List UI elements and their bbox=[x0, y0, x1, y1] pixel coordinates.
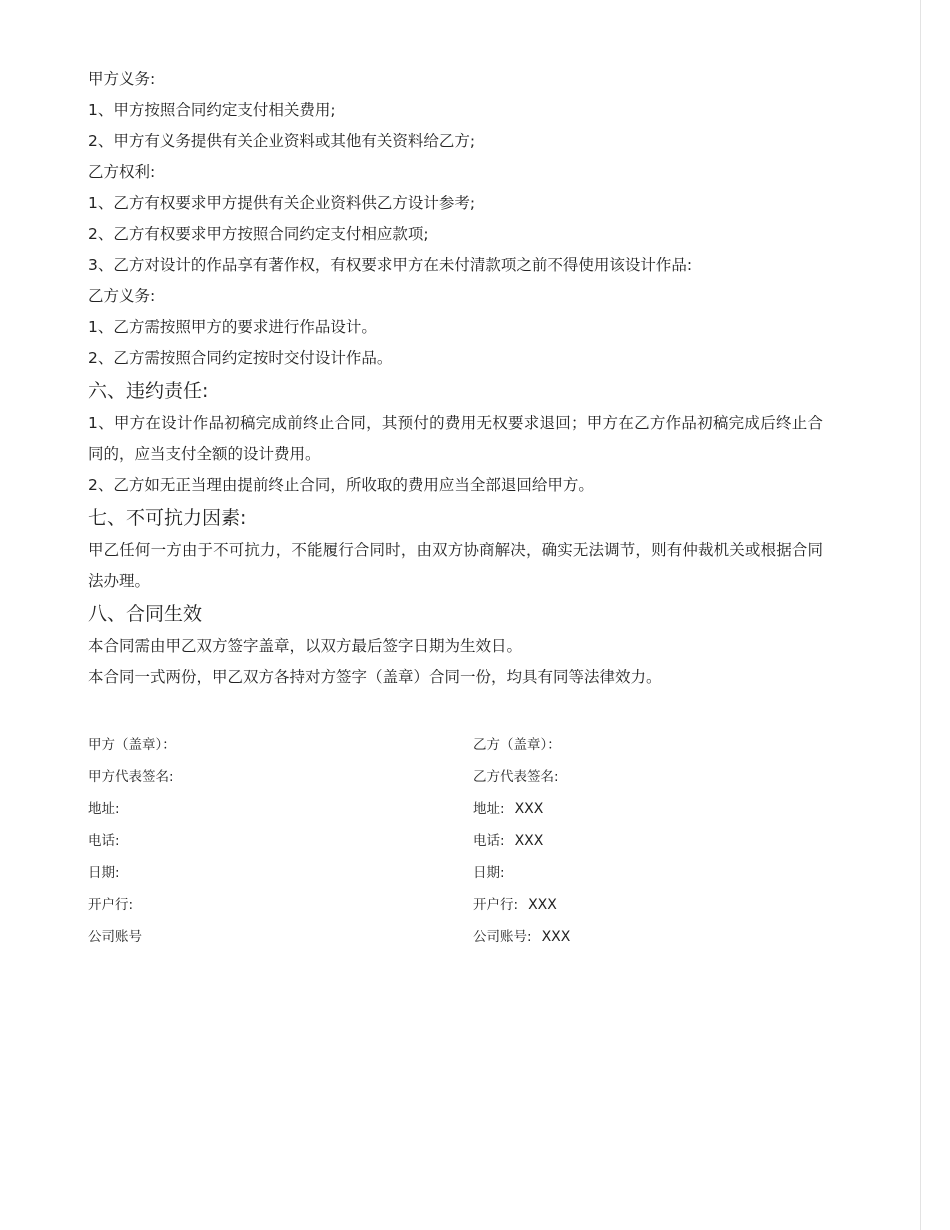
party-b-date-label: 日期: bbox=[473, 865, 505, 881]
party-b-phone-value: XXX bbox=[514, 833, 544, 849]
obligations-b-title: 乙方义务: bbox=[88, 287, 156, 305]
section-7-heading: 七、不可抗力因素: bbox=[88, 507, 247, 529]
page-edge-divider bbox=[920, 0, 921, 1230]
section-7-paragraph-1: 甲乙任何一方由于不可抗力，不能履行合同时，由双方协商解决，确实无法调节，则有仲裁机关或根据合同法办理。 bbox=[88, 541, 823, 590]
party-b-account-value: XXX bbox=[541, 929, 571, 945]
signature-row-phone bbox=[88, 825, 788, 857]
party-a-account-label: 公司账号 bbox=[88, 929, 142, 945]
rights-b-item-1: 1、乙方有权要求甲方提供有关企业资料供乙方设计参考; bbox=[88, 194, 476, 212]
party-b-bank-value: XXX bbox=[528, 897, 557, 913]
party-a-seal-label: 甲方（盖章）： bbox=[88, 737, 176, 753]
section-8-paragraph-1: 本合同需由甲乙双方签字盖章，以双方最后签字日期为生效日。 bbox=[88, 637, 523, 655]
signature-row-address bbox=[88, 793, 788, 825]
party-b-account bbox=[473, 921, 570, 953]
obligations-b-item-1: 1、乙方需按照甲方的要求进行作品设计。 bbox=[88, 318, 377, 336]
party-b-address-label: 地址: bbox=[473, 801, 505, 817]
section-8-heading: 八、合同生效 bbox=[88, 603, 203, 625]
signature-row-bank bbox=[88, 889, 788, 921]
party-a-bank-label: 开户行: bbox=[88, 897, 134, 913]
party-b-bank bbox=[473, 889, 557, 921]
section-6-paragraph-2: 2、乙方如无正当理由提前终止合同，所收取的费用应当全部退回给甲方。 bbox=[88, 476, 594, 494]
party-b-rep-label: 乙方代表签名: bbox=[473, 769, 559, 785]
section-8-paragraph-2: 本合同一式两份，甲乙双方各持对方签字（盖章）合同一份，均具有同等法律效力。 bbox=[88, 668, 662, 686]
contract-body bbox=[88, 64, 828, 693]
party-b-address-value: XXX bbox=[514, 801, 544, 817]
party-b-account-label: 公司账号: bbox=[473, 929, 532, 945]
party-a-date-label: 日期: bbox=[88, 865, 120, 881]
signature-row-account bbox=[88, 921, 788, 953]
party-b-seal-label: 乙方（盖章）： bbox=[473, 737, 561, 753]
rights-b-item-2: 2、乙方有权要求甲方按照合同约定支付相应款项; bbox=[88, 225, 429, 243]
obligations-a-item-1: 1、甲方按照合同约定支付相关费用; bbox=[88, 101, 336, 119]
party-b-bank-label: 开户行: bbox=[473, 897, 519, 913]
signature-block bbox=[88, 729, 788, 953]
party-a-rep-label: 甲方代表签名: bbox=[88, 769, 174, 785]
obligations-a-item-2: 2、甲方有义务提供有关企业资料或其他有关资料给乙方; bbox=[88, 132, 476, 150]
party-b-phone-label: 电话: bbox=[473, 833, 505, 849]
party-b-address bbox=[473, 793, 543, 825]
signature-row-seal bbox=[88, 729, 788, 761]
rights-b-item-3: 3、乙方对设计的作品享有著作权，有权要求甲方在未付清款项之前不得使用该设计作品: bbox=[88, 256, 693, 274]
party-a-address-label: 地址: bbox=[88, 801, 120, 817]
section-6-paragraph-1: 1、甲方在设计作品初稿完成前终止合同，其预付的费用无权要求退回；甲方在乙方作品初稿完成后终止合同的，应当支付全额的设计费用。 bbox=[88, 414, 823, 463]
signature-row-rep bbox=[88, 761, 788, 793]
obligations-a-title: 甲方义务: bbox=[88, 70, 156, 88]
rights-b-title: 乙方权利: bbox=[88, 163, 156, 181]
signature-row-date bbox=[88, 857, 788, 889]
obligations-b-item-2: 2、乙方需按照合同约定按时交付设计作品。 bbox=[88, 349, 393, 367]
section-6-heading: 六、违约责任: bbox=[88, 380, 209, 402]
party-a-phone-label: 电话: bbox=[88, 833, 120, 849]
party-b-phone bbox=[473, 825, 543, 857]
